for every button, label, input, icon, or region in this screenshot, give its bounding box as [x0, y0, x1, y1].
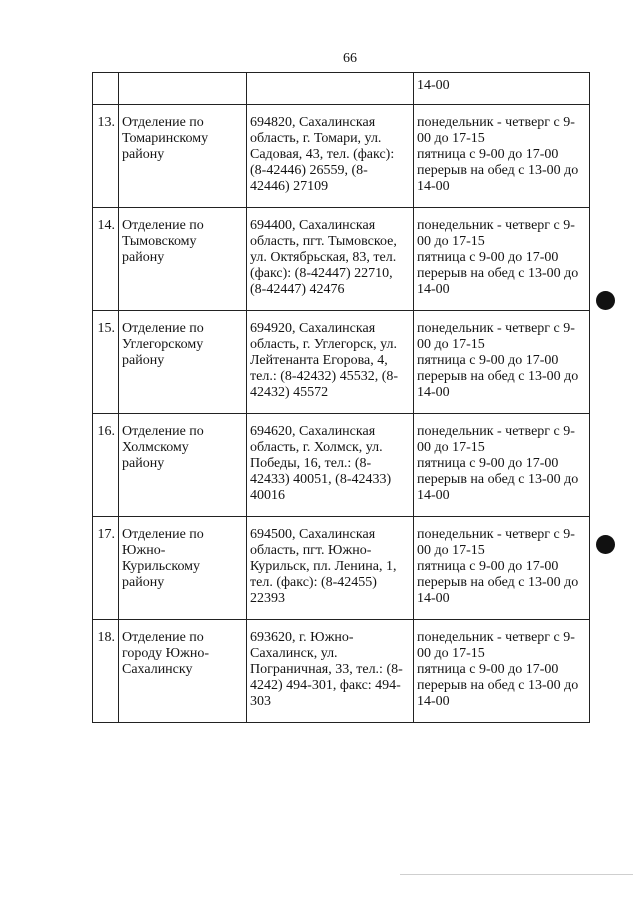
- page-number: 66: [343, 51, 357, 66]
- office-name: Отделение по Южно- Курильскому району: [119, 517, 247, 620]
- row-number: 18.: [93, 620, 119, 723]
- office-name: [119, 73, 247, 105]
- row-number: 16.: [93, 414, 119, 517]
- office-address: 694620, Сахалинская область, г. Холмск, ул. Победы, 16, тел.: (8- 42433) 40051, (8-42433) 40016: [247, 414, 414, 517]
- office-address: 693620, г. Южно- Сахалинск, ул. Пограничная, 33, тел.: (8- 4242) 494-301, факс: 494- 303: [247, 620, 414, 723]
- office-name: Отделение по Тымовскому району: [119, 208, 247, 311]
- office-hours: понедельник - четверг с 9- 00 до 17-15 пятница с 9-00 до 17-00 перерыв на обед с 13-00 до 14-00: [414, 105, 590, 208]
- office-hours: понедельник - четверг с 9- 00 до 17-15 пятница с 9-00 до 17-00 перерыв на обед с 13-00 до 14-00: [414, 414, 590, 517]
- office-name: Отделение по Томаринскому району: [119, 105, 247, 208]
- offices-table: [92, 72, 590, 723]
- office-name: Отделение по Холмскому району: [119, 414, 247, 517]
- table-row: [93, 311, 590, 414]
- punch-hole-mark: [596, 291, 615, 310]
- row-number: 14.: [93, 208, 119, 311]
- office-address: 694920, Сахалинская область, г. Углегорск, ул. Лейтенанта Егорова, 4, тел.: (8-42432) 45532, (8- 42432) 45572: [247, 311, 414, 414]
- table-row: [93, 620, 590, 723]
- table-row: [93, 208, 590, 311]
- office-address: [247, 73, 414, 105]
- row-number: 13.: [93, 105, 119, 208]
- table-row: [93, 517, 590, 620]
- office-hours: понедельник - четверг с 9- 00 до 17-15 пятница с 9-00 до 17-00 перерыв на обед с 13-00 до 14-00: [414, 517, 590, 620]
- table-row-continuation: [93, 73, 590, 105]
- office-name: Отделение по Углегорскому району: [119, 311, 247, 414]
- office-address: 694820, Сахалинская область, г. Томари, ул. Садовая, 43, тел. (факс): (8-42446) 26559, (8- 42446) 27109: [247, 105, 414, 208]
- office-address: 694400, Сахалинская область, пгт. Тымовское, ул. Октябрьская, 83, тел. (факс): (8-42447) 22710, (8-42447) 42476: [247, 208, 414, 311]
- office-address: 694500, Сахалинская область, пгт. Южно- Курильск, пл. Ленина, 1, тел. (факс): (8-42455) 22393: [247, 517, 414, 620]
- scan-edge-line: [400, 874, 633, 875]
- office-hours: понедельник - четверг с 9- 00 до 17-15 пятница с 9-00 до 17-00 перерыв на обед с 13-00 до 14-00: [414, 208, 590, 311]
- office-hours: понедельник - четверг с 9- 00 до 17-15 пятница с 9-00 до 17-00 перерыв на обед с 13-00 до 14-00: [414, 620, 590, 723]
- row-number: 17.: [93, 517, 119, 620]
- office-hours: 14-00: [414, 73, 590, 105]
- row-number: 15.: [93, 311, 119, 414]
- office-name: Отделение по городу Южно- Сахалинску: [119, 620, 247, 723]
- office-hours: понедельник - четверг с 9- 00 до 17-15 пятница с 9-00 до 17-00 перерыв на обед с 13-00 до 14-00: [414, 311, 590, 414]
- table-row: [93, 105, 590, 208]
- table-row: [93, 414, 590, 517]
- row-number: [93, 73, 119, 105]
- punch-hole-mark: [596, 535, 615, 554]
